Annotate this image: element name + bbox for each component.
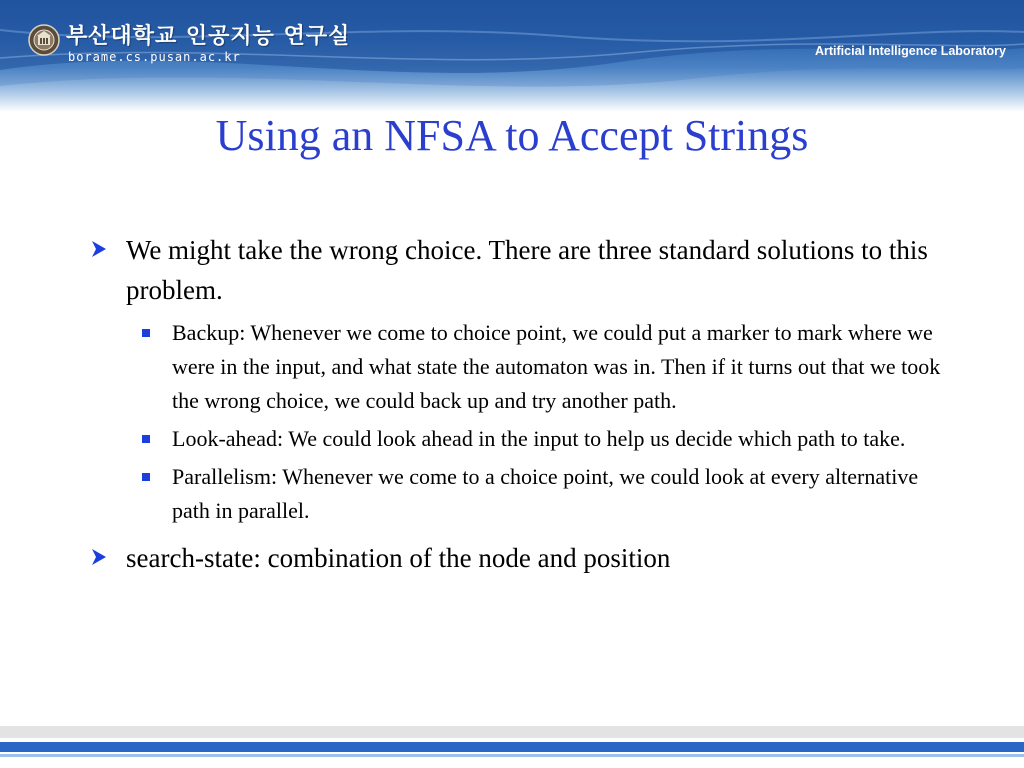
bullet-item [90,230,950,310]
sub-bullet-item [90,422,950,456]
lab-name: Artificial Intelligence Laboratory [814,44,1006,58]
arrow-bullet-icon [90,239,108,259]
footer-bar-thin [0,754,1024,757]
bullet-text: search-state: combination of the node and position [126,543,671,573]
slide-body [90,230,950,584]
sub-bullet-item [90,316,950,418]
slide-title: Using an NFSA to Accept Strings [215,111,809,160]
sub-bullet-text: Look-ahead: We could look ahead in the input to help us decide which path to take. [172,426,906,451]
sub-bullet-list [90,316,950,528]
university-url: borame.cs.pusan.ac.kr [68,50,241,64]
bullet-text: We might take the wrong choice. There are three standard solutions to this problem. [126,235,928,305]
footer-divider [0,726,1024,738]
university-emblem-icon [28,24,60,56]
square-bullet-icon [142,435,150,443]
square-bullet-icon [142,473,150,481]
square-bullet-icon [142,329,150,337]
header-banner [0,0,1024,112]
bullet-item [90,538,950,578]
sub-bullet-text: Parallelism: Whenever we come to a choice point, we could look at every alternative path in parallel. [172,464,919,523]
university-name: 부산대학교 인공지능 연구실 [66,24,351,49]
sub-bullet-item [90,460,950,528]
sub-bullet-text: Backup: Whenever we come to choice point, we could put a marker to mark where we were in the input, and what state the automaton was in. Then if it turns out that we took the wrong choice, we could back up and try another path. [172,320,941,413]
arrow-bullet-icon [90,547,108,567]
footer-bar [0,742,1024,752]
